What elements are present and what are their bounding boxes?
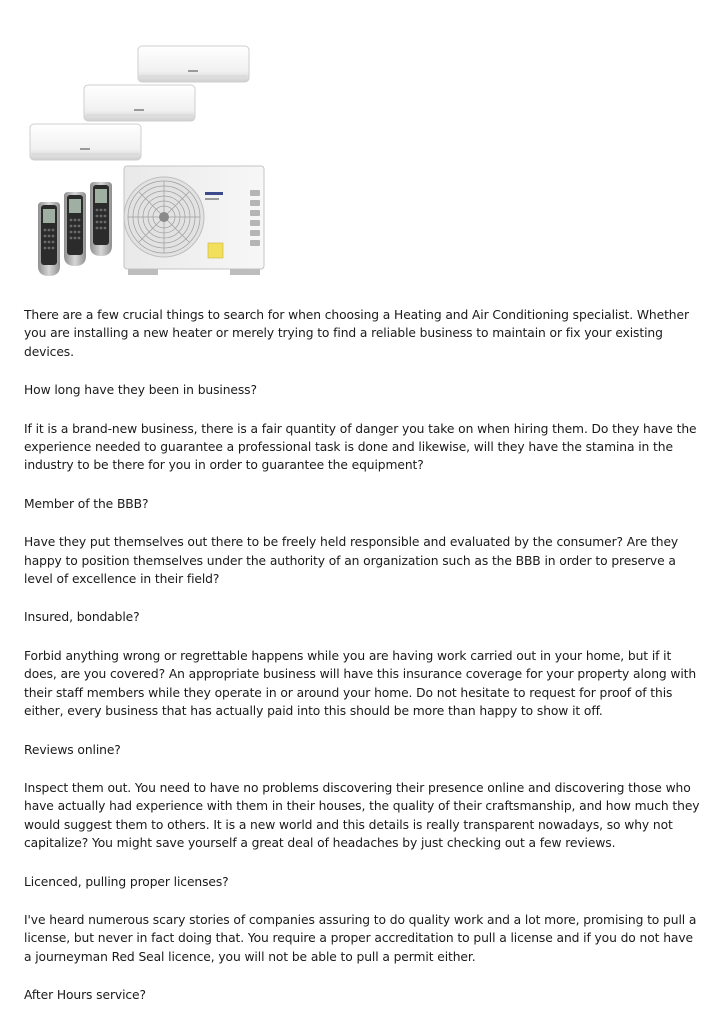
- heading-insured: Insured, bondable?: [24, 610, 140, 625]
- paragraph-years-in-business: If it is a brand-new business, there is a fair quantity of danger you take on when hiring them. Do they have the experience needed to guarantee a professional task is done and likewise, will they have the stamina in the industry to be there for you in order to guarantee the equipment?: [24, 421, 697, 473]
- article-body: [24, 306, 700, 1025]
- paragraph-insured: Forbid anything wrong or regrettable happens while you are having work carried out in your home, but if it does, are you covered? An appropriate business will have this insurance coverage for your property along with their staff members while they operate in or around your home. Do not hesitate to request for proof of this either, every business that has actually paid into this should be more than happy to show it off.: [24, 648, 697, 719]
- outdoor-condenser-unit: [124, 166, 264, 275]
- heading-licences: Licenced, pulling proper licenses?: [24, 874, 229, 889]
- remote-control-right: [90, 182, 112, 256]
- paragraph-bbb-member: Have they put themselves out there to be freely held responsible and evaluated by the consumer? Are they happy to position themselves under the authority of an organization such as the BBB in order to preserve a level of excellence in their field?: [24, 535, 679, 587]
- heading-bbb-member: Member of the BBB?: [24, 496, 149, 511]
- heading-reviews: Reviews online?: [24, 742, 121, 757]
- heading-after-hours: After Hours service?: [24, 988, 146, 1003]
- remote-control-left: [38, 202, 60, 276]
- mini-split-product-image: [22, 40, 282, 285]
- remote-control-middle: [64, 192, 86, 266]
- indoor-unit-top: [138, 46, 249, 82]
- paragraph-licences: I've heard numerous scary stories of companies assuring to do quality work and a lot more, promising to pull a license, but never in fact doing that. You require a proper accreditation to pull a license and if you do not have a journeyman Red Seal licence, you will not be able to pull a permit either.: [24, 912, 697, 964]
- paragraph-reviews: Inspect them out. You need to have no problems discovering their presence online and discovering those who have actually had experience with them in their houses, the quality of their craftsmanship, and how much they would suggest them to others. It is a new world and this details is really transparent nowadays, so why not capitalize? You might save yourself a great deal of headaches by just checking out a few reviews.: [24, 780, 700, 851]
- intro-paragraph: There are a few crucial things to search for when choosing a Heating and Air Conditioning specialist. Whether you are installing a new heater or merely trying to find a reliable business to maintain or fix your existing devices.: [24, 308, 689, 359]
- indoor-unit-bottom: [30, 124, 141, 160]
- heading-years-in-business: How long have they been in business?: [24, 383, 257, 398]
- indoor-unit-middle: [84, 85, 195, 121]
